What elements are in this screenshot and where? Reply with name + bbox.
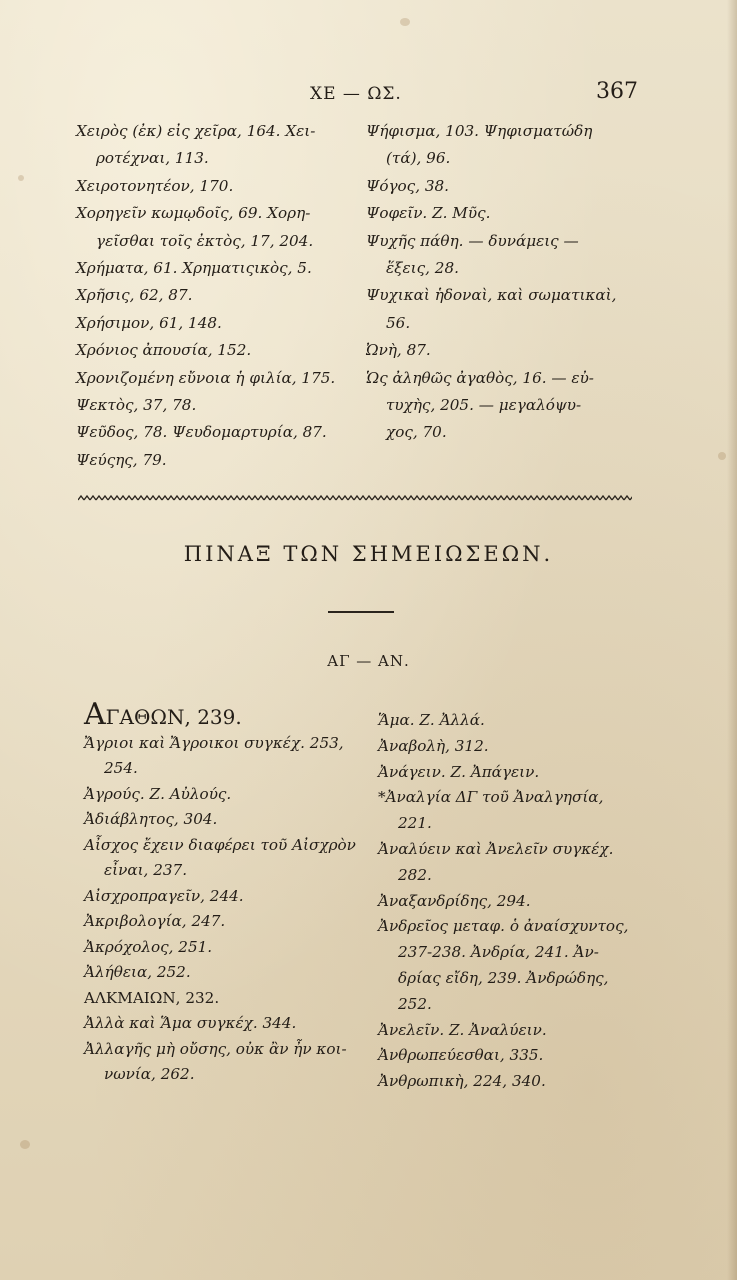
index-entry: χος, 70. (386, 423, 447, 442)
index-entry: Αἶσχος ἔχειν διαφέρει τοῦ Αἰσχρὸν (84, 835, 356, 854)
index-entry: δρίας εἴδη, 239. Ἀνδρώδης, (398, 968, 609, 987)
index-entry: Ψεῦδος, 78. Ψευδομαρτυρία, 87. (76, 423, 327, 442)
index-entry: Ἀναλύειν καὶ Ἀνελεῖν συγκέχ. (378, 839, 614, 858)
paper-stain (20, 1140, 30, 1149)
index-entry: Ἀνθρωπεύεσθαι, 335. (378, 1046, 544, 1065)
index-entry: Ἄγριοι καὶ Ἄγροικοι συγκέχ. 253, (84, 733, 344, 752)
index-entry: Ψεύςης, 79. (76, 450, 167, 469)
index-entry: Αἰσχροπραγεῖν, 244. (84, 886, 244, 905)
lead-ref: , 239. (184, 705, 242, 729)
index-column-top-left (76, 118, 366, 474)
index-entry: (τά), 96. (386, 149, 451, 168)
index-entry: Ἀνελεῖν. Ζ. Ἀναλύειν. (378, 1020, 547, 1039)
ornamental-rule (78, 494, 632, 502)
index-entry: 237-238. Ἀνδρία, 241. Ἀν- (398, 943, 599, 962)
index-entry: Ἀνάγειν. Ζ. Ἀπάγειν. (378, 762, 540, 781)
index-entry: Ἀλλαγῆς μὴ οὔσης, οὐκ ἂν ἦν κοι- (84, 1039, 347, 1058)
drop-initial: Α (84, 697, 106, 732)
index-entry: τυχὴς, 205. — μεγαλόψυ- (386, 396, 582, 415)
index-entry: γεῖσθαι τοῖς ἐκτὸς, 17, 204. (96, 231, 314, 250)
index-entry: Ψυχικαὶ ἡδοναὶ, καὶ σωματικαὶ, (366, 286, 617, 305)
index-entry: 56. (386, 313, 411, 332)
index-entry: νωνία, 262. (104, 1065, 195, 1083)
index-entry: Ἀνθρωπικὴ, 224, 340. (378, 1072, 546, 1091)
index-entry: εἶναι, 237. (104, 861, 188, 879)
index-entry: 221. (398, 814, 432, 833)
index-entry: Χειρὸς (ἐκ) εἰς χεῖρα, 164. Χει- (76, 122, 316, 140)
index-entry: ἕξεις, 28. (386, 259, 459, 278)
index-entry: Χρήματα, 61. Χρηματιςικὸς, 5. (76, 259, 312, 278)
index-entry: Ὡς ἀληθῶς ἀγαθὸς, 16. — εὐ- (366, 368, 594, 387)
index-entry: Ἀλλὰ καὶ Ἅμα συγκέχ. 344. (84, 1014, 297, 1032)
notes-column-right (378, 708, 646, 1095)
index-entry: 254. (104, 759, 138, 777)
index-entry: Ἅμα. Ζ. Ἀλλά. (378, 711, 485, 729)
running-head: ΧΕ — ΩΣ. (310, 84, 402, 104)
lead-name: ΓΑΘΩΝ (105, 705, 185, 729)
index-entry: Ἀνδρεῖος μεταφ. ὁ ἀναίσχυντος, (378, 917, 629, 936)
index-entry: ροτέχναι, 113. (96, 149, 209, 168)
index-entry: Ἀκριβολογία, 247. (84, 912, 226, 930)
paper-stain (400, 18, 410, 26)
index-entry: 282. (398, 865, 432, 884)
index-entry: Χειροτονητέον, 170. (76, 176, 234, 195)
index-entry: Ψεκτὸς, 37, 78. (76, 396, 197, 415)
notes-column-left (84, 697, 366, 1088)
index-entry: Ὠνὴ, 87. (366, 341, 431, 360)
index-entry: Ἀναβολὴ, 312. (378, 736, 489, 755)
index-entry: Ψήφισμα, 103. Ψηφισματώδη (366, 122, 593, 140)
index-entry: Ἀλήθεια, 252. (84, 963, 191, 981)
paper-stain (18, 175, 24, 181)
index-entry: Χρήσιμον, 61, 148. (76, 313, 222, 332)
page-edge-shadow (727, 0, 737, 1280)
index-entry: Χρόνιος ἀπουσία, 152. (76, 341, 252, 360)
index-entry: Ψόγος, 38. (366, 176, 449, 195)
index-entry: Χρῆσις, 62, 87. (76, 286, 193, 305)
index-entry: Ἀκρόχολος, 251. (84, 937, 213, 956)
index-entry: Ἀναξανδρίδης, 294. (378, 891, 531, 910)
index-entry: Ἀγρούς. Ζ. Αὐλούς. (84, 784, 232, 803)
index-entry: Χορηγεῖν κωμῳδοῖς, 69. Χορη- (76, 204, 311, 223)
paper-stain (718, 452, 726, 460)
short-divider (328, 611, 394, 613)
letter-range-heading: ΑΓ — ΑΝ. (327, 652, 410, 670)
index-column-top-right (366, 118, 638, 447)
index-entry: Ψυχῆς πάθη. — δυνάμεις — (366, 231, 579, 250)
index-entry: Χρονιζομένη εὔνοια ἡ φιλία, 175. (76, 368, 336, 387)
index-entry: 252. (398, 994, 432, 1013)
index-entry: Ἀδιάβλητος, 304. (84, 810, 218, 828)
index-entry-lead (84, 697, 366, 732)
page-number: 367 (596, 79, 638, 104)
index-entry: *Ἀναλγία ΔΓ τοῦ Ἀναλγησία, (378, 788, 604, 807)
index-entry: Ψοφεῖν. Ζ. Μῦς. (366, 204, 491, 223)
section-title: ΠΙΝΑΞ ΤΩΝ ΣΗΜΕΙΩΣΕΩΝ. (183, 542, 554, 566)
index-entry: ΑΛΚΜΑΙΩΝ, 232. (84, 988, 220, 1007)
